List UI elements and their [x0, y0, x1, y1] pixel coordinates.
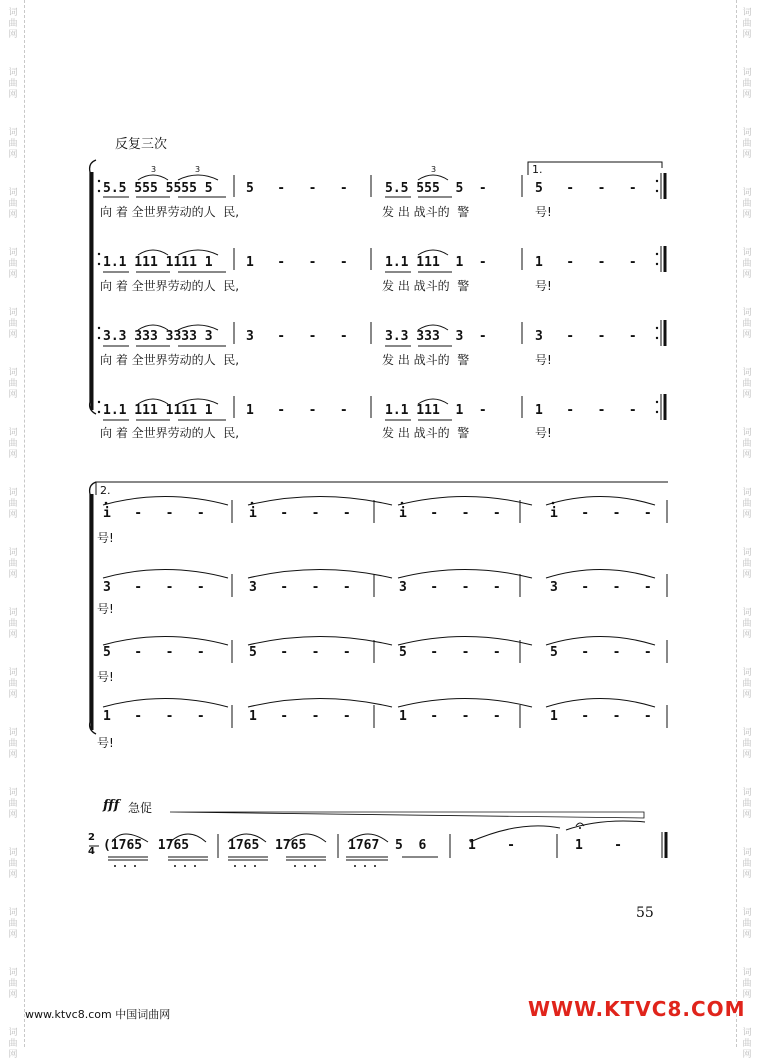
watermark-char: 曲 [8, 319, 18, 329]
s2-v2-m2: 3 - - - [249, 580, 351, 595]
watermark-char: 网 [8, 930, 18, 940]
v4-m1: 1.1 111 1111 1 [103, 403, 213, 418]
triplet-mark: 3 [431, 165, 437, 174]
s2-v3-m3: 5 - - - [399, 645, 501, 660]
watermark-char: 网 [8, 330, 18, 340]
s2-v2-m1: 3 - - - [103, 580, 205, 595]
watermark-char: 曲 [8, 439, 18, 449]
watermark-char: 网 [8, 870, 18, 880]
watermark-char: 网 [8, 90, 18, 100]
watermark-char: 词 [8, 1028, 18, 1038]
watermark-char: 曲 [742, 919, 752, 929]
watermark-char: 词 [8, 248, 18, 258]
watermark-char: 词 [742, 128, 752, 138]
watermark-char: 词 [8, 728, 18, 738]
watermark-char: 曲 [742, 859, 752, 869]
watermark-char: 曲 [8, 799, 18, 809]
watermark-char: 词 [742, 1028, 752, 1038]
lyric-line: 号! [535, 279, 552, 293]
watermark-char: 网 [8, 30, 18, 40]
lyric-line: 号! [535, 353, 552, 367]
watermark-char: 网 [8, 750, 18, 760]
watermark-char: 词 [742, 188, 752, 198]
lyric-line: 发 出 战斗的 警 [382, 279, 470, 293]
s2-v2-m4: 3 - - - [550, 580, 652, 595]
s2-v1-m1: i - - - [103, 506, 205, 521]
watermark-char: 曲 [8, 559, 18, 569]
watermark-char: 曲 [8, 1039, 18, 1049]
watermark-char: 曲 [8, 979, 18, 989]
watermark-char: 曲 [8, 739, 18, 749]
v4-m4: 1 - - - [535, 403, 637, 418]
watermark-char: 曲 [742, 799, 752, 809]
volta-2-label: 2. [100, 484, 111, 497]
watermark-char: 词 [742, 488, 752, 498]
watermark-char: 曲 [8, 859, 18, 869]
lyric-line: 向 着 全世界劳动的人 民, [100, 426, 240, 440]
watermark-char: 网 [742, 570, 752, 580]
watermark-char: 网 [742, 90, 752, 100]
watermark-char: 词 [742, 548, 752, 558]
s2-v4-m2: 1 - - - [249, 709, 351, 724]
watermark-char: 曲 [8, 19, 18, 29]
v3-m2: 3 - - - [246, 329, 348, 344]
v2-m1: 1.1 111 1111 1 [103, 255, 213, 270]
watermark-char: 词 [742, 8, 752, 18]
watermark-char: 网 [742, 450, 752, 460]
watermark-char: 词 [8, 488, 18, 498]
watermark-char: 曲 [8, 79, 18, 89]
watermark-char: 词 [8, 308, 18, 318]
v3-m3: 3.3 333 3 - [385, 329, 487, 344]
watermark-char: 词 [8, 608, 18, 618]
lyric-line: 向 着 全世界劳动的人 民, [100, 279, 240, 293]
v1-m4: 5 - - - [535, 181, 637, 196]
watermark-char: 曲 [8, 619, 18, 629]
watermark-char: 网 [8, 210, 18, 220]
watermark-char: 曲 [742, 199, 752, 209]
watermark-char: 曲 [8, 499, 18, 509]
lyric-line: 号! [535, 205, 552, 219]
s3-m4: 1 - [468, 838, 515, 853]
watermark-char: 网 [742, 150, 752, 160]
watermark-char: 词 [8, 8, 18, 18]
v2-m2: 1 - - - [246, 255, 348, 270]
watermark-char: 词 [742, 668, 752, 678]
watermark-char: 词 [8, 908, 18, 918]
triplet-mark: 3 [151, 165, 157, 174]
watermark-char: 网 [8, 990, 18, 1000]
v1-m2: 5 - - - [246, 181, 348, 196]
watermark-char: 网 [8, 390, 18, 400]
watermark-char: 词 [742, 308, 752, 318]
watermark-char: 网 [742, 30, 752, 40]
v4-m3: 1.1 111 1 - [385, 403, 487, 418]
watermark-char: 曲 [742, 739, 752, 749]
watermark-char: 曲 [742, 619, 752, 629]
v3-m4: 3 - - - [535, 329, 637, 344]
v1-m1: 5.5 555 5555 5 [103, 181, 213, 196]
lyric-line: 号! [97, 602, 114, 616]
watermark-char: 网 [742, 990, 752, 1000]
watermark-char: 词 [8, 788, 18, 798]
watermark-char: 网 [742, 810, 752, 820]
watermark-char: 曲 [742, 1039, 752, 1049]
watermark-char: 词 [742, 608, 752, 618]
watermark-char: 曲 [8, 259, 18, 269]
volta-1-label: 1. [532, 163, 543, 176]
watermark-char: 网 [8, 150, 18, 160]
time-sig-bottom: 4 [88, 846, 95, 857]
v4-m2: 1 - - - [246, 403, 348, 418]
watermark-char: 曲 [8, 199, 18, 209]
watermark-char: 网 [742, 750, 752, 760]
s2-v3-m2: 5 - - - [249, 645, 351, 660]
watermark-char: 曲 [8, 139, 18, 149]
v3-m1: 3.3 333 3333 3 [103, 329, 213, 344]
s2-v1-m4: i - - - [550, 506, 652, 521]
watermark-char: 网 [8, 630, 18, 640]
watermark-char: 词 [8, 68, 18, 78]
s2-v3-m1: 5 - - - [103, 645, 205, 660]
time-sig-top: 2 [88, 832, 95, 843]
watermark-char: 词 [742, 428, 752, 438]
s2-v4-m3: 1 - - - [399, 709, 501, 724]
tempo-marking: 急促 [128, 801, 153, 815]
watermark-char: 曲 [742, 319, 752, 329]
watermark-char: 网 [742, 690, 752, 700]
watermark-char: 词 [8, 848, 18, 858]
watermark-char: 网 [742, 510, 752, 520]
watermark-char: 网 [8, 510, 18, 520]
watermark-char: 曲 [742, 379, 752, 389]
watermark-char: 词 [742, 968, 752, 978]
watermark-char: 词 [8, 968, 18, 978]
lyric-line: 号! [535, 426, 552, 440]
watermark-char: 词 [8, 668, 18, 678]
s3-m1: (1765 1765 [103, 838, 190, 853]
v2-m4: 1 - - - [535, 255, 637, 270]
lyric-line: 号! [97, 531, 114, 545]
watermark-char: 词 [742, 368, 752, 378]
lyric-line: 发 出 战斗的 警 [382, 353, 470, 367]
s3-m2: 1765 1765 [228, 838, 307, 853]
watermark-char: 曲 [8, 919, 18, 929]
footer-site: www.ktvc8.com 中国词曲网 [25, 1008, 171, 1021]
s3-m5: 1 - [575, 838, 622, 853]
watermark-char: 曲 [8, 379, 18, 389]
s2-v1-m3: i - - - [399, 506, 501, 521]
s3-m3: 1767 5 6 [348, 838, 427, 853]
watermark-char: 词 [8, 128, 18, 138]
watermark-char: 词 [8, 368, 18, 378]
watermark-char: 网 [8, 270, 18, 280]
watermark-char: 曲 [742, 559, 752, 569]
watermark-char: 词 [8, 548, 18, 558]
watermark-char: 网 [8, 570, 18, 580]
watermark-char: 曲 [742, 679, 752, 689]
lyric-line: 向 着 全世界劳动的人 民, [100, 353, 240, 367]
watermark-char: 网 [8, 810, 18, 820]
watermark-char: 曲 [742, 499, 752, 509]
watermark-char: 网 [742, 1050, 752, 1060]
lyric-line: 向 着 全世界劳动的人 民, [100, 205, 240, 219]
s2-v2-m3: 3 - - - [399, 580, 501, 595]
watermark-char: 网 [742, 630, 752, 640]
watermark-char: 曲 [742, 259, 752, 269]
watermark-char: 词 [742, 68, 752, 78]
lyric-line: 发 出 战斗的 警 [382, 426, 470, 440]
watermark-char: 曲 [742, 19, 752, 29]
watermark-char: 网 [8, 450, 18, 460]
watermark-char: 曲 [8, 679, 18, 689]
watermark-char: 网 [742, 330, 752, 340]
triplet-mark: 3 [195, 165, 201, 174]
watermark-char: 词 [742, 248, 752, 258]
s2-v4-m4: 1 - - - [550, 709, 652, 724]
page-number: 55 [636, 905, 654, 921]
watermark-char: 网 [742, 210, 752, 220]
v2-m3: 1.1 111 1 - [385, 255, 487, 270]
s2-v3-m4: 5 - - - [550, 645, 652, 660]
watermark-char: 词 [742, 908, 752, 918]
watermark-char: 网 [742, 390, 752, 400]
watermark-char: 网 [742, 270, 752, 280]
watermark-char: 曲 [742, 79, 752, 89]
watermark-char: 词 [742, 788, 752, 798]
watermark-char: 曲 [742, 979, 752, 989]
lyric-line: 号! [97, 670, 114, 684]
watermark-char: 词 [742, 728, 752, 738]
s2-v4-m1: 1 - - - [103, 709, 205, 724]
watermark-char: 词 [742, 848, 752, 858]
watermark-char: 网 [8, 690, 18, 700]
lyric-line: 发 出 战斗的 警 [382, 205, 470, 219]
lyric-line: 号! [97, 736, 114, 750]
watermark-char: 词 [8, 428, 18, 438]
v1-m3: 5.5 555 5 - [385, 181, 487, 196]
footer-brand-logo: WWW.KTVC8.COM [528, 997, 746, 1021]
watermark-char: 曲 [742, 139, 752, 149]
dynamic-marking: fff [103, 798, 120, 813]
watermark-char: 网 [8, 1050, 18, 1060]
s2-v1-m2: i - - - [249, 506, 351, 521]
watermark-char: 曲 [742, 439, 752, 449]
watermark-char: 网 [742, 930, 752, 940]
repeat-instruction: 反复三次 [115, 137, 168, 152]
watermark-char: 词 [8, 188, 18, 198]
watermark-char: 网 [742, 870, 752, 880]
